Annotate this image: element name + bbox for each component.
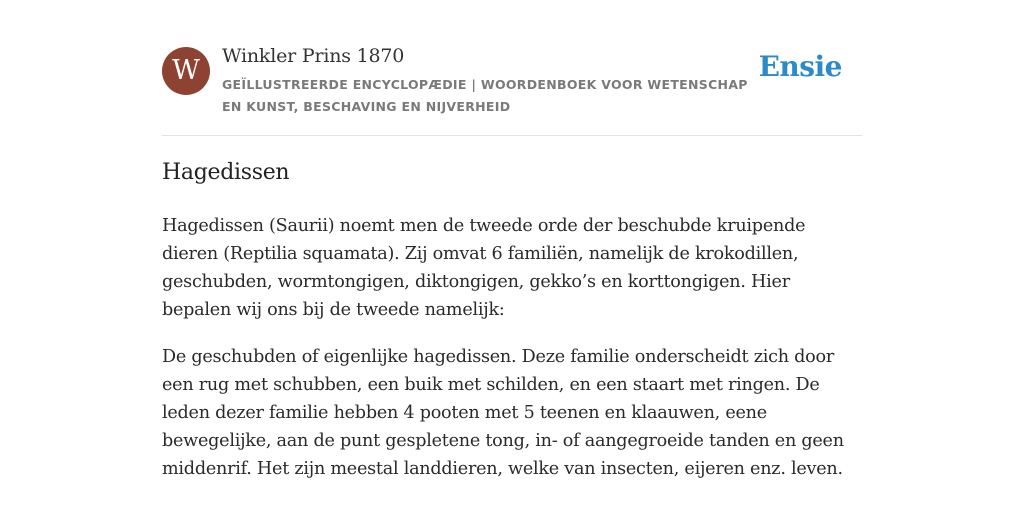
divider bbox=[162, 135, 862, 136]
entry-body bbox=[162, 212, 862, 502]
entry-title: Hagedissen bbox=[162, 160, 290, 185]
avatar[interactable]: W bbox=[162, 47, 210, 95]
ensie-logo[interactable]: Ensie bbox=[758, 50, 842, 83]
header bbox=[162, 44, 862, 134]
source-title[interactable]: Winkler Prins 1870 bbox=[222, 45, 405, 67]
source-subtitle: GEÏLLUSTREERDE ENCYCLOPÆDIE | WOORDENBOEK VOOR WETENSCHAP EN KUNST, BESCHAVING EN NIJVERHEID bbox=[222, 77, 748, 114]
entry-paragraph-1: Hagedissen (Saurii) noemt men de tweede orde der beschubde kruipende dieren (Reptilia squamata). Zij omvat 6 familiën, namelijk de krokodillen, geschubden, wormtongigen, diktongigen, gekko’s en korttongigen. Hier bepalen wij ons bij de tweede namelijk: bbox=[162, 216, 806, 320]
entry-paragraph-2: De geschubden of eigenlijke hagedissen. Deze familie onderscheidt zich door een rug met schubben, een buik met schilden, en een staart met ringen. De leden dezer familie hebben 4 pooten met 5 teenen en klaauwen, eene bewegelijke, aan de punt gespletene tong, in- of aangegroeide tanden en geen middenrif. Het zijn meestal landdieren, welke van insecten, eijeren enz. leven. bbox=[162, 347, 844, 479]
